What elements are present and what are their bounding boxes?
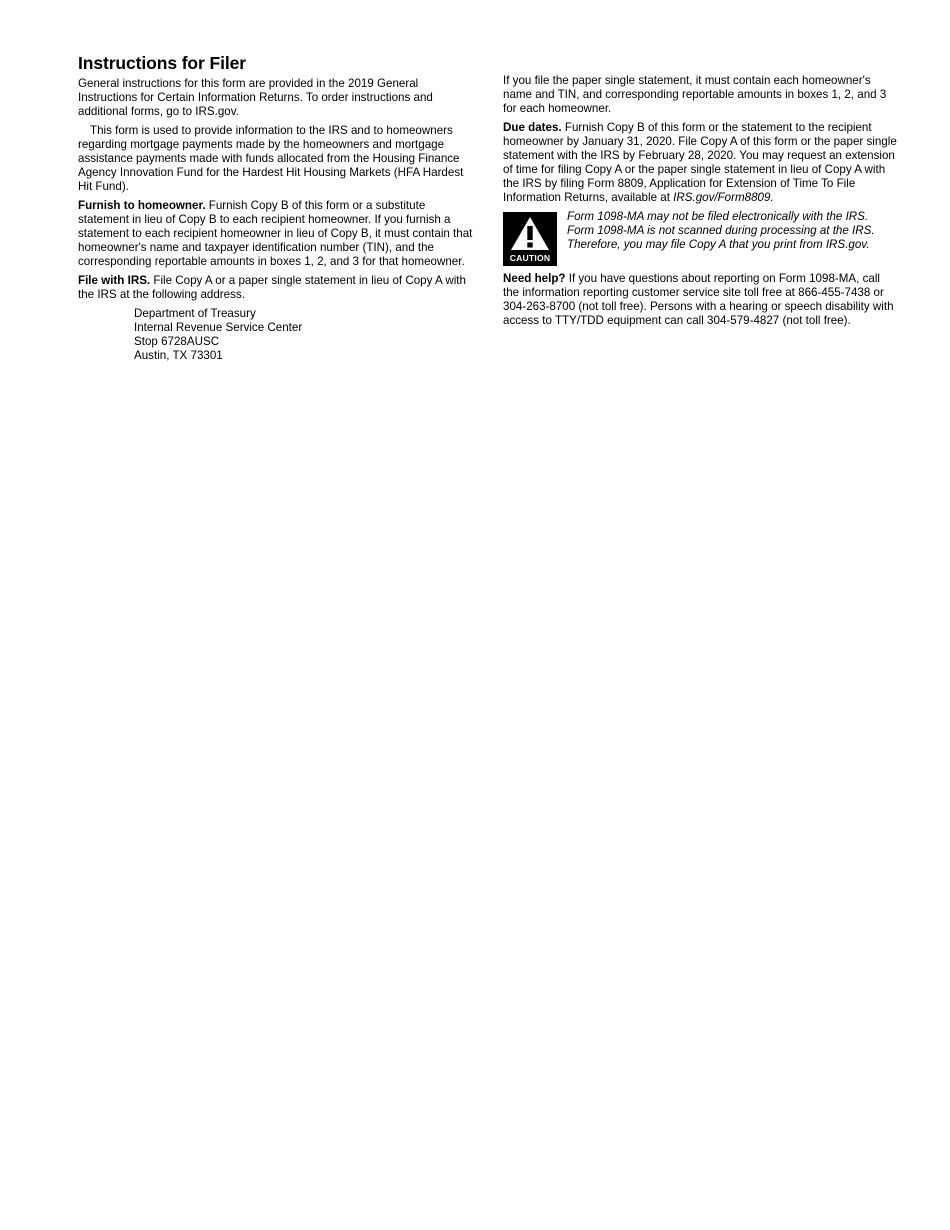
address-line-1: Department of Treasury — [134, 307, 256, 320]
need-help-paragraph — [503, 272, 898, 328]
general-instructions-paragraph: General instructions for this form are provided in the 2019 General Instructions for Certain Information Returns. To order instructions and additional forms, go to IRS.gov. — [78, 77, 433, 118]
need-help-heading: Need help? — [503, 272, 566, 285]
due-dates-paragraph — [503, 121, 898, 205]
left-column — [78, 52, 473, 363]
address-line-2: Internal Revenue Service Center — [134, 321, 303, 334]
file-with-irs-text: File Copy A or a paper single statement in lieu of Copy A with the IRS at the following address. — [78, 274, 466, 301]
caution-text: Form 1098-MA may not be filed electronically with the IRS. Form 1098-MA is not scanned during processing at the IRS. Therefore, you may file Copy A that you print from IRS.gov. — [567, 210, 875, 251]
caution-notice — [503, 210, 898, 266]
irs-mailing-address — [134, 307, 473, 363]
right-column — [503, 74, 898, 333]
warning-exclamation-icon — [510, 216, 550, 252]
address-line-3: Stop 6728AUSC — [134, 335, 220, 348]
furnish-to-homeowner-text: Furnish Copy B of this form or a substitute statement in lieu of Copy B to each recipient homeowner. If you furnish a statement to each recipient homeowner in lieu of Copy B, it must contain that homeowner's name and taxpayer identification number (TIN), and the corresponding reportable amounts in boxes 1, 2, and 3 for that homeowner. — [78, 199, 473, 268]
page-title: Instructions for Filer — [78, 53, 246, 73]
due-dates-text: Furnish Copy B of this form or the statement to the recipient homeowner by January 31, 2020. File Copy A of this form or the paper single statement with the IRS by February 28, 2020. You may request an extension of time for filing Copy A or the paper single statement in lieu of Copy A with the IRS by filing Form 8809, Application for Extension of Time To File Information Returns, available at — [503, 121, 897, 204]
file-with-irs-heading: File with IRS. — [78, 274, 151, 287]
caution-badge — [503, 212, 557, 266]
due-dates-heading: Due dates. — [503, 121, 562, 134]
caution-label: CAUTION — [509, 253, 551, 263]
paper-statement-paragraph: If you file the paper single statement, it must contain each homeowner's name and TIN, and corresponding reportable amounts in boxes 1, 2, and 3 for each homeowner. — [503, 74, 887, 115]
address-line-4: Austin, TX 73301 — [134, 349, 223, 362]
form8809-link[interactable]: IRS.gov/Form8809. — [673, 191, 774, 204]
furnish-to-homeowner-paragraph — [78, 199, 473, 269]
need-help-text: If you have questions about reporting on Form 1098-MA, call the information reporting customer service site toll free at 866-455-7438 or 304-263-8700 (not toll free). Persons with a hearing or speech disability with access to TTY/TDD equipment can call 304-579-4827 (not toll free). — [503, 272, 894, 327]
file-with-irs-paragraph — [78, 274, 473, 302]
form-purpose-paragraph: This form is used to provide information to the IRS and to homeowners regarding mortgage payments made by the homeowners and mortgage assistance payments made with funds allocated from the Housing Finance Agency Innovation Fund for the Hardest Hit Housing Markets (HFA Hardest Hit Fund). — [78, 124, 464, 193]
furnish-to-homeowner-heading: Furnish to homeowner. — [78, 199, 206, 212]
